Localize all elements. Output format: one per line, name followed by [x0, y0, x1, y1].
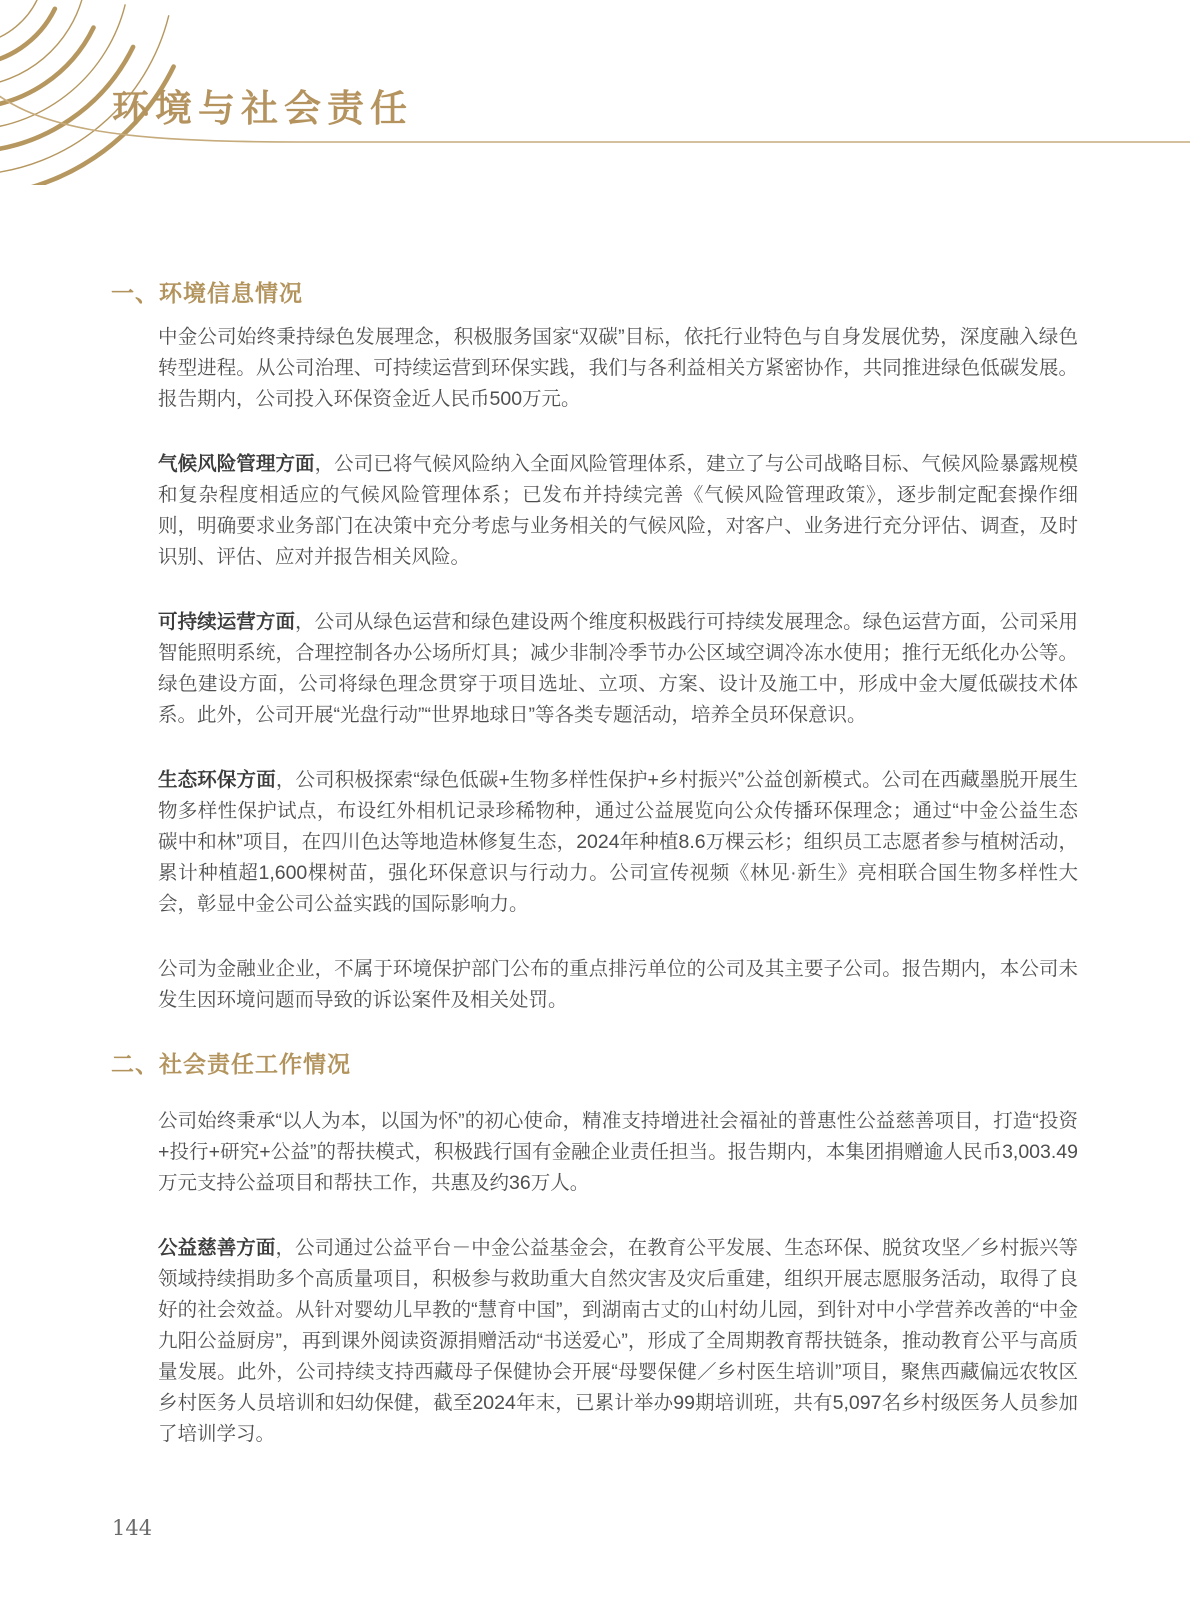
- paragraph-pollution-statement: [158, 954, 1078, 1016]
- paragraph-ecological-protection: [158, 765, 1078, 920]
- section-environment: [111, 279, 1078, 1016]
- paragraph-text: ，公司积极探索“绿色低碳+生物多样性保护+乡村振兴”公益创新模式。公司在西藏墨脱开展生物多样性保护试点，布设红外相机记录珍稀物种，通过公益展览向公众传播环保理念；通过“中金公益生态碳中和林”项目，在四川色达等地造林修复生态，2024年种植8.6万棵云杉；组织员工志愿者参与植树活动，累计种植超1,600棵树苗，强化环保意识与行动力。公司宣传视频《林见·新生》亮相联合国生物多样性大会，彰显中金公司公益实践的国际影响力。: [158, 769, 1078, 915]
- paragraph-text: ，公司通过公益平台－中金公益基金会，在教育公平发展、生态环保、脱贫攻坚／乡村振兴等领域持续捐助多个高质量项目，积极参与救助重大自然灾害及灾后重建，组织开展志愿服务活动，取得了良好的社会效益。从针对婴幼儿早教的“慧育中国”，到湖南古丈的山村幼儿园，到针对中小学营养改善的“中金九阳公益厨房”，再到课外阅读资源捐赠活动“书送爱心”，形成了全周期教育帮扶链条，推动教育公平与高质量发展。此外，公司持续支持西藏母子保健协会开展“母婴保健／乡村医生培训”项目，聚焦西藏偏远农牧区乡村医务人员培训和妇幼保健，截至2024年末，已累计举办99期培训班，共有5,097名乡村级医务人员参加了培训学习。: [158, 1237, 1078, 1445]
- section-heading-social-responsibility: 二、社会责任工作情况: [111, 1051, 351, 1077]
- paragraph-social-intro: [158, 1106, 1078, 1199]
- section-social-responsibility: [111, 1050, 1078, 1450]
- paragraph-charity: [158, 1233, 1078, 1450]
- page-number: 144: [112, 1516, 153, 1540]
- content-column: [111, 0, 1078, 1484]
- paragraph-text: ，公司从绿色运营和绿色建设两个维度积极践行可持续发展理念。绿色运营方面，公司采用智能照明系统，合理控制各办公场所灯具；减少非制冷季节办公区域空调冷冻水使用；推行无纸化办公等。绿色建设方面，公司将绿色理念贯穿于项目选址、立项、方案、设计及施工中，形成中金大厦低碳技术体系。此外，公司开展“光盘行动”“世界地球日”等各类专题活动，培养全员环保意识。: [158, 611, 1078, 726]
- paragraph-environment-intro: [158, 322, 1078, 415]
- paragraph-text: ，公司已将气候风险纳入全面风险管理体系，建立了与公司战略目标、气候风险暴露规模和复杂程度相适应的气候风险管理体系；已发布并持续完善《气候风险管理政策》，逐步制定配套操作细则，明确要求业务部门在决策中充分考虑与业务相关的气候风险，对客户、业务进行充分评估、调查，及时识别、评估、应对并报告相关风险。: [158, 453, 1078, 568]
- paragraph-text: 公司始终秉承“以人为本，以国为怀”的初心使命，精准支持增进社会福祉的普惠性公益慈善项目，打造“投资+投行+研究+公益”的帮扶模式，积极践行国有金融企业责任担当。报告期内，本集团捐赠逾人民币3,003.49万元支持公益项目和帮扶工作，共惠及约36万人。: [158, 1110, 1078, 1194]
- paragraph-lead: 可持续运营方面: [158, 611, 296, 633]
- paragraph-sustainable-operations: [158, 607, 1078, 731]
- paragraph-lead: 公益慈善方面: [158, 1237, 276, 1259]
- paragraph-lead: 气候风险管理方面: [158, 453, 315, 475]
- paragraph-lead: 生态环保方面: [158, 769, 276, 791]
- page-title: 环境与社会责任: [112, 86, 413, 130]
- section-heading-environment: 一、环境信息情况: [111, 280, 303, 306]
- paragraph-text: 中金公司始终秉持绿色发展理念，积极服务国家“双碳”目标，依托行业特色与自身发展优势，深度融入绿色转型进程。从公司治理、可持续运营到环保实践，我们与各利益相关方紧密协作，共同推进绿色低碳发展。报告期内，公司投入环保资金近人民币500万元。: [158, 326, 1078, 410]
- paragraph-text: 公司为金融业企业，不属于环境保护部门公布的重点排污单位的公司及其主要子公司。报告期内，本公司未发生因环境问题而导致的诉讼案件及相关处罚。: [158, 958, 1078, 1011]
- paragraph-climate-risk: [158, 449, 1078, 573]
